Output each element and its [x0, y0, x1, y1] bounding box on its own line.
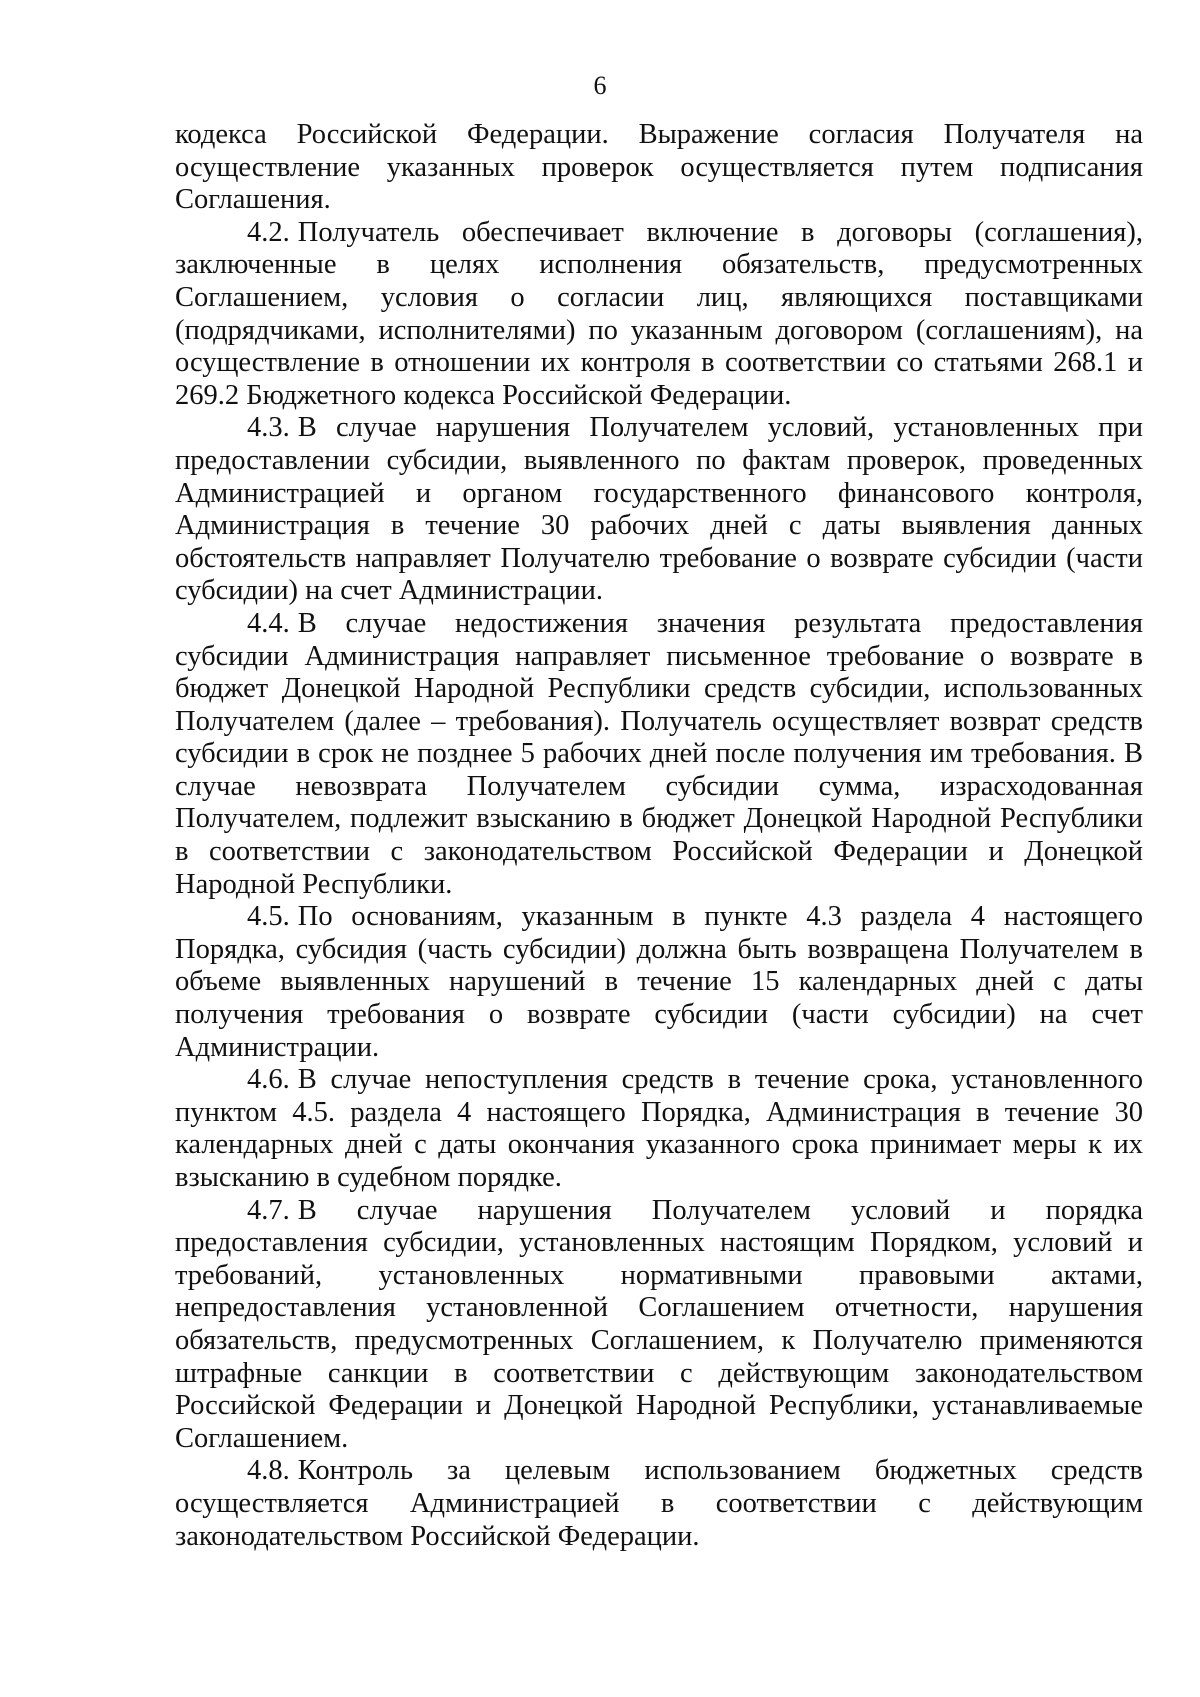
paragraph-4-3: [175, 412, 1143, 608]
paragraph-4-6: [175, 1064, 1143, 1194]
paragraph-number: 4.2.: [247, 216, 290, 248]
paragraph-continuation: [175, 119, 1143, 217]
paragraph-text: кодекса Российской Федерации. Выражение согласия Получателя на осуществление указанных проверок осуществляется путем подписания Соглашения.: [175, 119, 1143, 216]
paragraph-text: По основаниям, указанным в пункте 4.3 раздела 4 настоящего Порядка, субсидия (часть субсидии) должна быть возвращена Получателем в объеме выявленных нарушений в течение 15 календарных дней с даты получения требования о возврате субсидии (части субсидии) на счет Администрации.: [175, 901, 1143, 1063]
paragraph-text: Получатель обеспечивает включение в договоры (соглашения), заключенные в целях исполнения обязательств, предусмотренных Соглашением, условия о согласии лиц, являющихся поставщиками (подрядчиками, исполнителями) по указанным договором (соглашениям), на осуществление в отношении их контроля в соответствии со статьями 268.1 и 269.2 Бюджетного кодекса Российской Федерации.: [175, 216, 1143, 411]
paragraph-4-8: [175, 1455, 1143, 1553]
paragraph-4-5: [175, 901, 1143, 1064]
paragraph-number: 4.3.: [247, 412, 290, 444]
paragraph-text: В случае нарушения Получателем условий и порядка предоставления субсидии, установленных настоящим Порядком, условий и требований, установленных нормативными правовыми актами, непредоставления установленной Соглашением отчетности, нарушения обязательств, предусмотренных Соглашением, к Получателю применяются штрафные санкции в соответствии с действующим законодательством Российской Федерации и Донецкой Народной Республики, устанавливаемые Соглашением.: [175, 1194, 1143, 1454]
paragraph-number: 4.8.: [247, 1455, 290, 1487]
page-number: 6: [593, 71, 607, 100]
paragraph-text: В случае недостижения значения результата предоставления субсидии Администрация направляет письменное требование о возврате в бюджет Донецкой Народной Республики средств субсидии, использованных Получателем (далее – требования). Получатель осуществляет возврат средств субсидии в срок не позднее 5 рабочих дней после получения им требования. В случае невозврата Получателем субсидии сумма, израсходованная Получателем, подлежит взысканию в бюджет Донецкой Народной Республики в соответствии с законодательством Российской Федерации и Донецкой Народной Республики.: [175, 607, 1143, 900]
paragraph-number: 4.6.: [247, 1064, 290, 1096]
paragraph-text: Контроль за целевым использованием бюджетных средств осуществляется Администрацией в соответствии с действующим законодательством Российской Федерации.: [175, 1455, 1143, 1552]
paragraph-text: В случае непоступления средств в течение срока, установленного пунктом 4.5. раздела 4 настоящего Порядка, Администрация в течение 30 календарных дней с даты окончания указанного срока принимает меры к их взысканию в судебном порядке.: [175, 1064, 1143, 1193]
paragraph-4-7: [175, 1195, 1143, 1456]
paragraph-4-4: [175, 608, 1143, 901]
paragraph-text: В случае нарушения Получателем условий, установленных при предоставлении субсидии, выявленного по фактам проверок, проведенных Администрацией и органом государственного финансового контроля, Администрация в течение 30 рабочих дней с даты выявления данных обстоятельств направляет Получателю требование о возврате субсидии (части субсидии) на счет Администрации.: [175, 412, 1143, 607]
paragraph-number: 4.7.: [247, 1194, 290, 1226]
paragraph-number: 4.4.: [247, 607, 290, 639]
paragraph-number: 4.5.: [247, 901, 290, 933]
paragraph-4-2: [175, 217, 1143, 413]
document-body: [175, 119, 1143, 1553]
